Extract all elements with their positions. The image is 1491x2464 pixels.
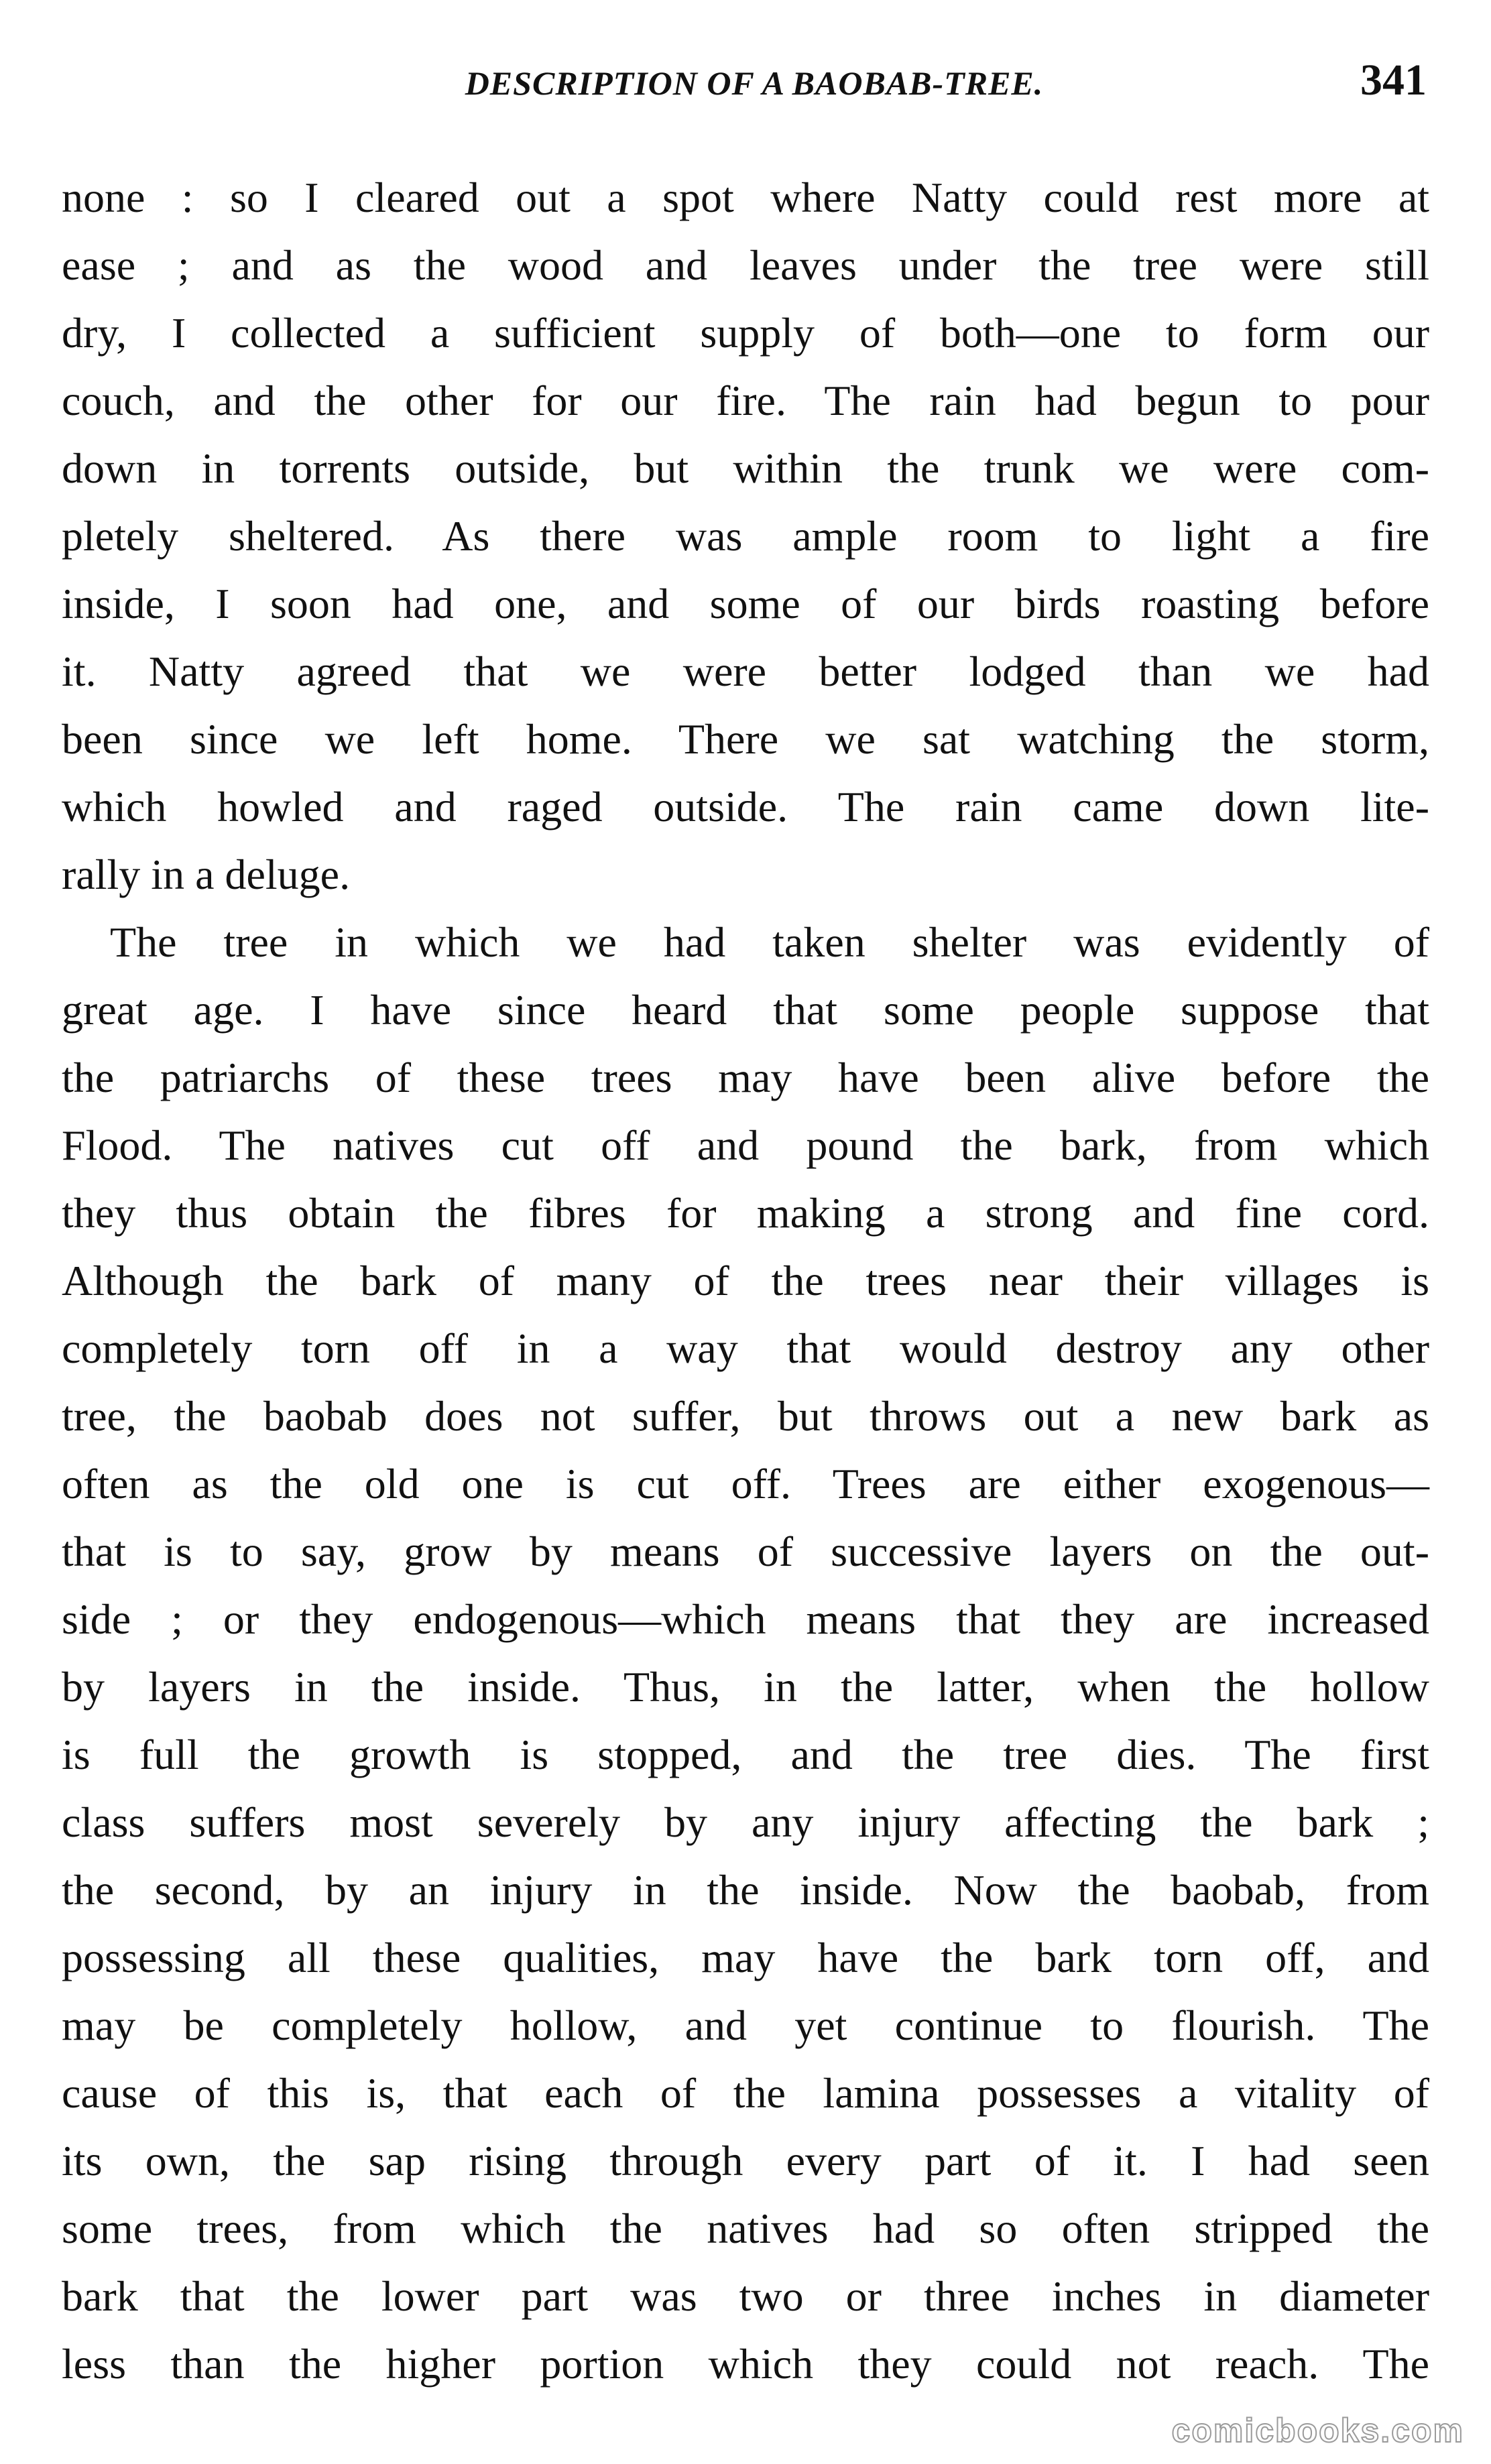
text-line: they thus obtain the fibres for making a strong and fine cord.: [62, 1189, 1429, 1237]
text-line: that is to say, grow by means of successive layers on the out-: [62, 1528, 1429, 1575]
text-line: cause of this is, that each of the lamina possesses a vitality of: [62, 2069, 1429, 2117]
text-line: couch, and the other for our fire. The rain had begun to pour: [62, 377, 1429, 424]
text-line: the second, by an injury in the inside. Now the baobab, from: [62, 1866, 1429, 1914]
text-line: ease ; and as the wood and leaves under the tree were still: [62, 241, 1429, 289]
page-number: 341: [1360, 56, 1427, 105]
text-line: Although the bark of many of the trees near their villages is: [62, 1257, 1429, 1304]
text-line: less than the higher portion which they could not reach. The: [62, 2340, 1429, 2388]
text-line: which howled and raged outside. The rain came down lite-: [62, 783, 1429, 830]
text-line: some trees, from which the natives had so often stripped the: [62, 2205, 1429, 2252]
paragraph: [62, 908, 1429, 2398]
text-line: down in torrents outside, but within the trunk we were com-: [62, 444, 1429, 492]
text-line: tree, the baobab does not suffer, but throws out a new bark as: [62, 1392, 1429, 1440]
text-line: its own, the sap rising through every part of it. I had seen: [62, 2137, 1429, 2184]
text-line: bark that the lower part was two or three inches in diameter: [62, 2272, 1429, 2320]
text-line: side ; or they endogenous—which means that they are increased: [62, 1595, 1429, 1643]
text-line: it. Natty agreed that we were better lodged than we had: [62, 648, 1429, 695]
text-line: rally in a deluge.: [62, 851, 351, 898]
text-line: pletely sheltered. As there was ample room to light a fire: [62, 512, 1429, 560]
text-line: completely torn off in a way that would destroy any other: [62, 1325, 1429, 1372]
text-line: class suffers most severely by any injury affecting the bark ;: [62, 1798, 1429, 1846]
text-line: inside, I soon had one, and some of our birds roasting before: [62, 580, 1429, 627]
paragraph: [62, 164, 1429, 908]
text-line: is full the growth is stopped, and the tree dies. The first: [62, 1731, 1429, 1778]
text-line: The tree in which we had taken shelter was evidently of: [110, 918, 1429, 966]
text-line: great age. I have since heard that some people suppose that: [62, 986, 1429, 1034]
text-line: often as the old one is cut off. Trees are either exogenous—: [62, 1460, 1429, 1507]
text-line: the patriarchs of these trees may have been alive before the: [62, 1054, 1429, 1101]
text-line: by layers in the inside. Thus, in the latter, when the hollow: [62, 1663, 1429, 1711]
text-line: Flood. The natives cut off and pound the bark, from which: [62, 1121, 1429, 1169]
running-title: DESCRIPTION OF A BAOBAB-TREE.: [465, 64, 1044, 102]
text-line: possessing all these qualities, may have the bark torn off, and: [62, 1934, 1429, 1981]
text-line: may be completely hollow, and yet continue to flourish. The: [62, 2001, 1429, 2049]
watermark-text: comicbooks.com: [1171, 2412, 1464, 2449]
body-text: [62, 164, 1429, 2398]
text-line: none : so I cleared out a spot where Natty could rest more at: [62, 174, 1429, 221]
text-line: been since we left home. There we sat watching the storm,: [62, 715, 1429, 763]
text-line: dry, I collected a sufficient supply of both—one to form our: [62, 309, 1429, 357]
